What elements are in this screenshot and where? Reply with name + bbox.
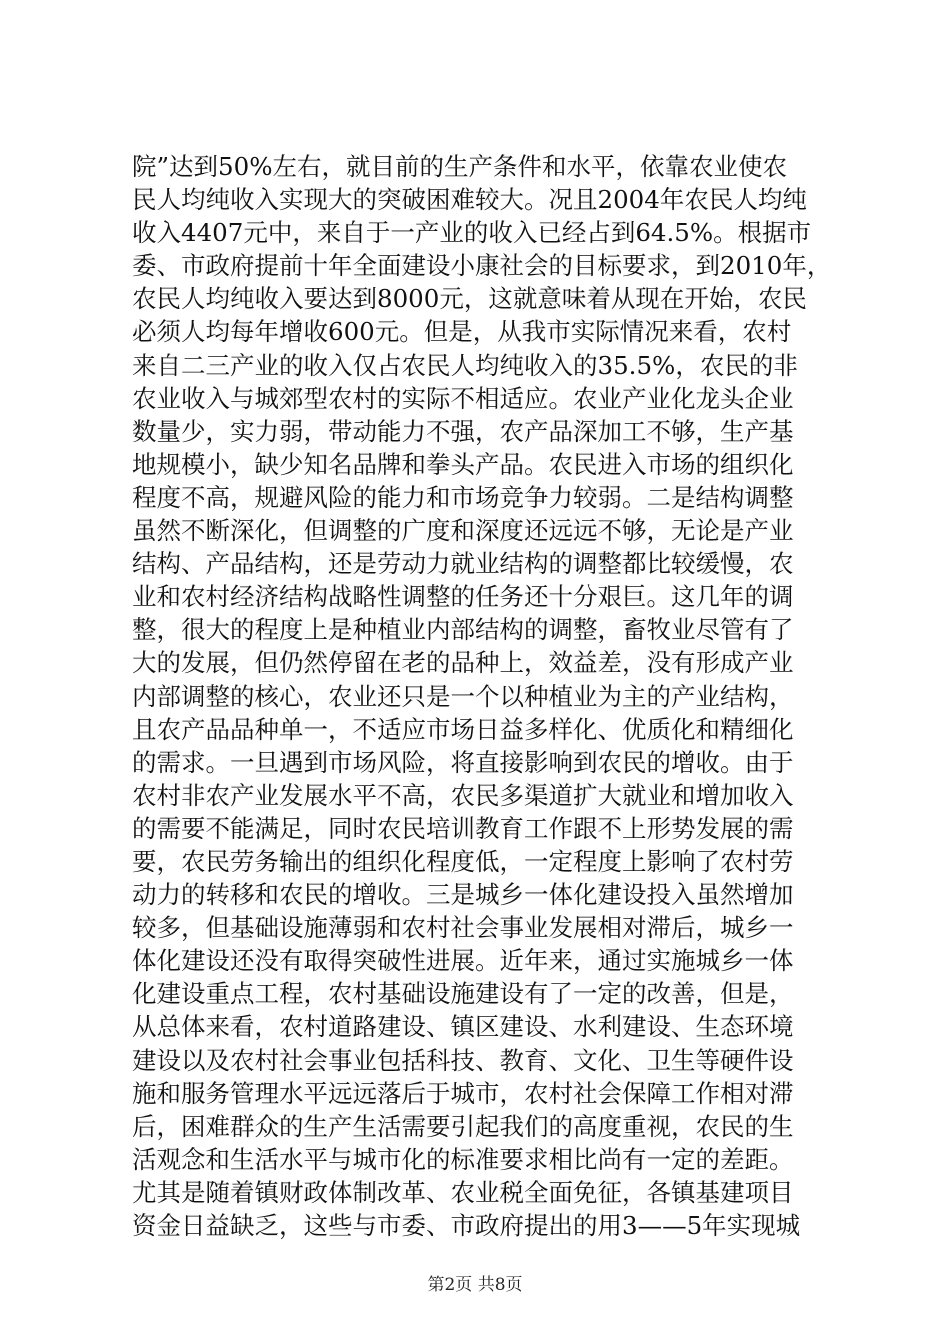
text-line: 农民人均纯收入要达到8000元，这就意味着从现在开始，农民	[132, 284, 807, 314]
text-line: 的需要不能满足，同时农民培训教育工作跟不上形势发展的需	[132, 813, 794, 843]
text-line: 资金日益缺乏，这些与市委、市政府提出的用3——5年实现城	[132, 1211, 801, 1240]
text-line: 虽然不断深化，但调整的广度和深度还远远不够，无论是产业	[132, 516, 794, 546]
text-line: 尤其是随着镇财政体制改革、农业税全面免征，各镇基建项目	[132, 1177, 794, 1207]
text-line: 委、市政府提前十年全面建设小康社会的目标要求，到2010年，	[132, 251, 832, 281]
text-line: 程度不高，规避风险的能力和市场竞争力较弱。二是结构调整	[132, 482, 794, 512]
text-line: 数量少，实力弱，带动能力不强，农产品深加工不够，生产基	[132, 416, 794, 446]
text-line: 农业收入与城郊型农村的实际不相适应。农业产业化龙头企业	[132, 383, 794, 413]
text-line: 的需求。一旦遇到市场风险，将直接影响到农民的增收。由于	[132, 747, 794, 777]
text-line: 活观念和生活水平与城市化的标准要求相比尚有一定的差距。	[132, 1144, 794, 1174]
text-line: 从总体来看，农村道路建设、镇区建设、水利建设、生态环境	[132, 1012, 794, 1042]
text-line: 体化建设还没有取得突破性进展。近年来，通过实施城乡一体	[132, 946, 794, 976]
text-line: 院”达到50%左右，就目前的生产条件和水平，依靠农业使农	[132, 152, 787, 181]
page-footer	[0, 1274, 950, 1296]
text-line: 施和服务管理水平远远落后于城市，农村社会保障工作相对滞	[132, 1078, 794, 1108]
text-line: 农村非农产业发展水平不高，农民多渠道扩大就业和增加收入	[132, 780, 794, 810]
text-line: 地规模小，缺少知名品牌和拳头产品。农民进入市场的组织化	[132, 449, 794, 479]
text-line: 内部调整的核心，农业还只是一个以种植业为主的产业结构，	[132, 681, 794, 711]
text-line: 来自二三产业的收入仅占农民人均纯收入的35.5%，农民的非	[132, 350, 798, 380]
text-line: 化建设重点工程，农村基础设施建设有了一定的改善，但是，	[132, 979, 794, 1009]
text-line: 大的发展，但仍然停留在老的品种上，效益差，没有形成产业	[132, 648, 794, 678]
text-line: 收入4407元中，来自于一产业的收入已经占到64.5%。根据市	[132, 218, 812, 248]
text-line: 要，农民劳务输出的组织化程度低，一定程度上影响了农村劳	[132, 846, 794, 876]
text-line: 必须人均每年增收600元。但是，从我市实际情况来看，农村	[132, 317, 792, 347]
text-line: 后，困难群众的生产生活需要引起我们的高度重视，农民的生	[132, 1111, 794, 1141]
page-number-indicator: 第2页 共8页	[427, 1275, 523, 1295]
text-line: 民人均纯收入实现大的突破困难较大。况且2004年农民人均纯	[132, 185, 807, 215]
text-line: 较多，但基础设施薄弱和农村社会事业发展相对滞后，城乡一	[132, 913, 794, 943]
text-line: 且农产品品种单一，不适应市场日益多样化、优质化和精细化	[132, 714, 794, 744]
text-line: 整，很大的程度上是种植业内部结构的调整，畜牧业尽管有了	[132, 615, 794, 645]
text-line: 动力的转移和农民的增收。三是城乡一体化建设投入虽然增加	[132, 880, 794, 910]
text-line: 结构、产品结构，还是劳动力就业结构的调整都比较缓慢，农	[132, 549, 794, 579]
text-line: 业和农村经济结构战略性调整的任务还十分艰巨。这几年的调	[132, 582, 794, 612]
text-line: 建设以及农村社会事业包括科技、教育、文化、卫生等硬件设	[132, 1045, 794, 1075]
body-paragraph	[132, 150, 832, 1242]
